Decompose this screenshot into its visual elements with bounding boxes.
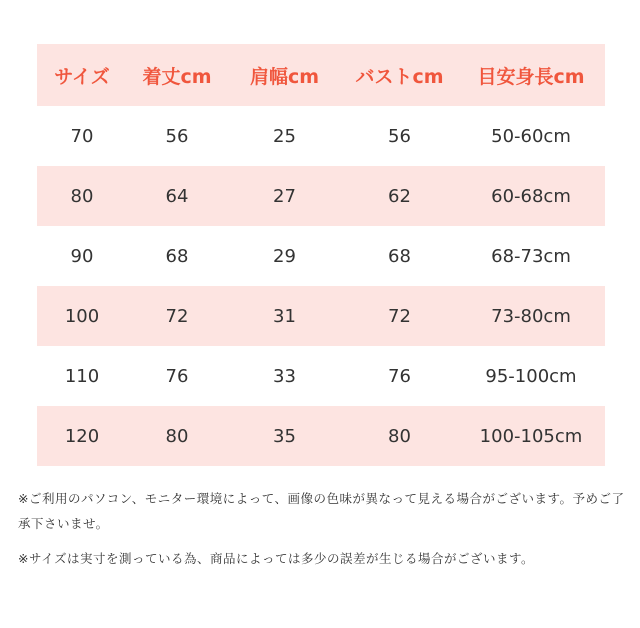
cell-bust: 76 [388,365,411,387]
header-bust: バストcm [342,44,457,106]
cell-shoulder: 33 [273,365,296,387]
cell-shoulder: 29 [273,245,296,267]
cell-shoulder: 27 [227,166,342,226]
cell-height: 73-80cm [457,286,605,346]
table-row [37,286,605,346]
header-height: 目安身長cm [457,44,605,106]
cell-size: 110 [64,365,100,387]
header-shoulder: 肩幅cm [227,44,342,106]
table-row [37,226,605,286]
cell-length: 56 [165,125,189,147]
cell-bust: 72 [342,286,457,346]
cell-shoulder: 31 [227,286,342,346]
cell-length: 76 [165,365,189,387]
table-row [37,166,605,226]
cell-length: 68 [165,245,189,267]
cell-size: 80 [37,166,127,226]
cell-height: 95-100cm [485,365,577,387]
measurement-disclaimer-note: ※サイズは実寸を測っている為、商品によっては多少の誤差が生じる場合がございます。 [18,551,534,566]
header-size: サイズ [37,44,127,106]
cell-bust: 56 [388,125,411,147]
cell-bust: 62 [342,166,457,226]
cell-length: 80 [127,406,227,466]
cell-bust: 68 [388,245,411,267]
color-disclaimer-note: ※ご利用のパソコン、モニター環境によって、画像の色味が異なって見える場合がございます。予めご了承下さいませ。 [18,491,625,531]
cell-size: 70 [70,125,94,147]
cell-length: 64 [127,166,227,226]
cell-height: 60-68cm [457,166,605,226]
cell-shoulder: 25 [273,125,296,147]
cell-height: 100-105cm [457,406,605,466]
cell-size: 100 [37,286,127,346]
table-row [37,106,605,166]
cell-size: 120 [37,406,127,466]
cell-size: 90 [70,245,94,267]
table-header-row [37,44,605,106]
cell-shoulder: 35 [227,406,342,466]
table-row [37,406,605,466]
cell-height: 50-60cm [491,125,571,147]
cell-length: 72 [127,286,227,346]
size-chart-table [37,44,605,466]
cell-bust: 80 [342,406,457,466]
notes-section [18,486,626,571]
header-length: 着丈cm [127,44,227,106]
table-row [37,346,605,406]
cell-height: 68-73cm [491,245,571,267]
